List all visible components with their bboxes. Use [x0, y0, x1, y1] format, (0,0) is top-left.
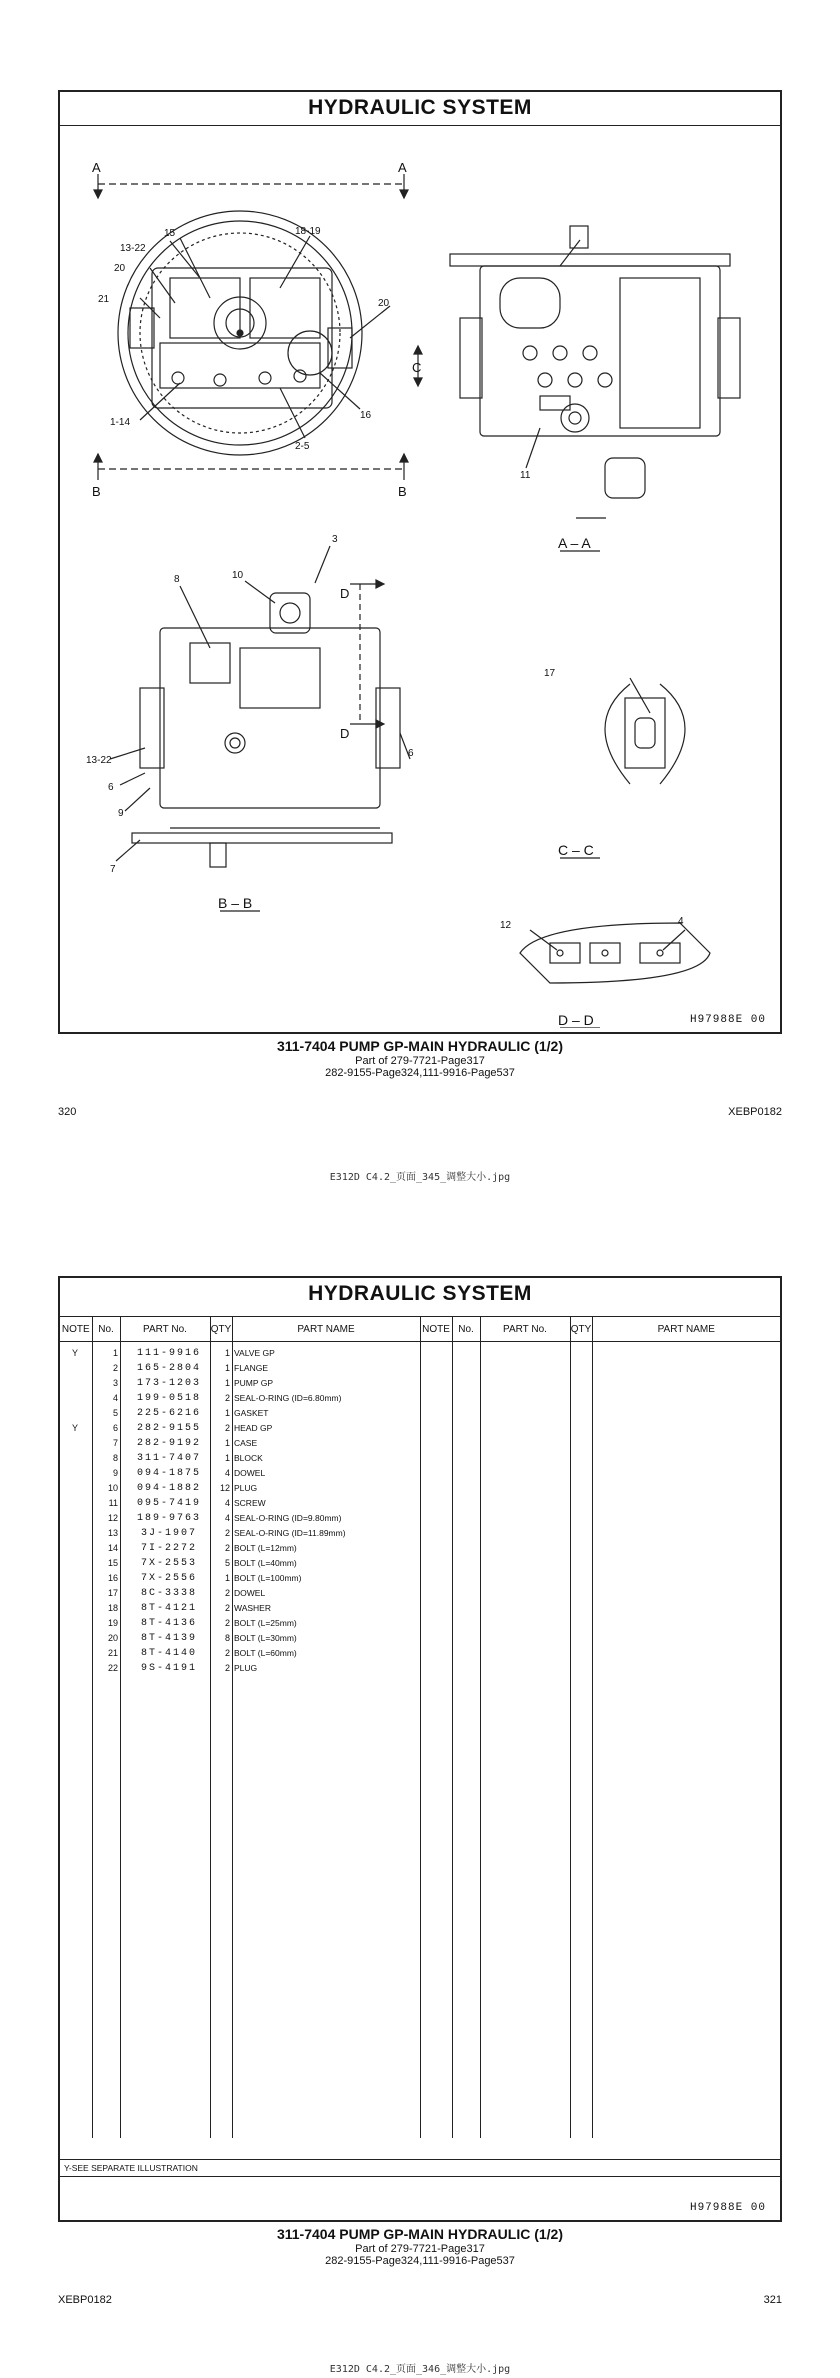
part-number-cell: 165-2804 [136, 1363, 201, 1374]
table-row [60, 1466, 420, 1481]
header-part-no-2: PART No. [480, 1317, 570, 1342]
section-a-left-label: A [92, 160, 101, 175]
item-number-cell: 1 [112, 1348, 118, 1358]
parts-list [60, 1346, 420, 1676]
table-row [60, 1661, 420, 1676]
page-320 [0, 0, 840, 1183]
callout-6-left: 6 [108, 782, 114, 793]
part-name-cell: SEAL-O-RING (ID=9.80mm) [234, 1513, 342, 1523]
callout-18-19: 18-19 [295, 226, 321, 237]
section-a-right-label: A [398, 160, 407, 175]
item-number-cell: 12 [107, 1513, 118, 1523]
part-number-cell: 8T-4136 [140, 1618, 197, 1629]
item-number-cell: 14 [107, 1543, 118, 1553]
doc-code: XEBP0182 [58, 2294, 112, 2306]
caption-title: 311-7404 PUMP GP-MAIN HYDRAULIC (1/2) [276, 1038, 564, 1054]
doc-code: XEBP0182 [728, 1106, 782, 1118]
header-no: No. [92, 1317, 120, 1342]
quantity-cell: 2 [224, 1618, 230, 1628]
parts-list-frame [58, 1276, 782, 2222]
quantity-cell: 4 [224, 1468, 230, 1478]
part-number-cell: 8C-3338 [140, 1588, 197, 1599]
section-b-right-label: B [398, 484, 407, 499]
drawing-code: H97988E 00 [689, 2202, 766, 2214]
callout-6-right: 6 [408, 748, 414, 759]
item-number-cell: 4 [112, 1393, 118, 1403]
callout-17: 17 [544, 668, 556, 679]
part-number-cell: 7X-2553 [140, 1558, 197, 1569]
quantity-cell: 1 [224, 1378, 230, 1388]
item-number-cell: 7 [112, 1438, 118, 1448]
quantity-cell: 2 [224, 1648, 230, 1658]
part-name-cell: FLANGE [234, 1363, 269, 1373]
table-row [60, 1631, 420, 1646]
header-part-name-2: PART NAME [592, 1317, 780, 1342]
quantity-cell: 2 [224, 1663, 230, 1673]
item-number-cell: 3 [112, 1378, 118, 1388]
table-row [60, 1481, 420, 1496]
header-part-name: PART NAME [232, 1317, 420, 1342]
footer-rule [60, 2176, 780, 2177]
part-name-cell: SEAL-O-RING (ID=11.89mm) [234, 1528, 346, 1538]
column-divider [452, 1340, 453, 2138]
table-row [60, 1496, 420, 1511]
callout-10: 10 [232, 570, 244, 581]
part-name-cell: HEAD GP [234, 1423, 273, 1433]
part-name-cell: BLOCK [234, 1453, 263, 1463]
caption-part-of: Part of 279-7721-Page317 [355, 1055, 485, 1067]
parts-table-header [60, 1316, 780, 1342]
callout-8: 8 [174, 574, 180, 585]
caption-title: 311-7404 PUMP GP-MAIN HYDRAULIC (1/2) [276, 2226, 564, 2242]
item-number-cell: 15 [107, 1558, 118, 1568]
table-row [60, 1451, 420, 1466]
title-rule [60, 125, 780, 126]
header-no-2: No. [452, 1317, 480, 1342]
callout-20-left: 20 [114, 263, 126, 274]
quantity-cell: 1 [224, 1408, 230, 1418]
table-row [60, 1586, 420, 1601]
table-row [60, 1526, 420, 1541]
item-number-cell: 21 [107, 1648, 118, 1658]
item-number-cell: 9 [112, 1468, 118, 1478]
item-number-cell: 8 [112, 1453, 118, 1463]
part-number-cell: 095-7419 [136, 1498, 201, 1509]
part-number-cell: 7X-2556 [140, 1573, 197, 1584]
column-divider [592, 1340, 593, 2138]
callout-16: 16 [360, 410, 372, 421]
note-cell: Y [71, 1423, 78, 1433]
callout-12: 12 [500, 920, 512, 931]
callout-13-22: 13-22 [120, 243, 146, 254]
item-number-cell: 20 [107, 1633, 118, 1643]
part-number-cell: 7I-2272 [140, 1543, 197, 1554]
quantity-cell: 4 [224, 1513, 230, 1523]
part-number-cell: 199-0518 [136, 1393, 201, 1404]
quantity-cell: 8 [224, 1633, 230, 1643]
callout-9: 9 [118, 808, 124, 819]
callout-1-14: 1-14 [110, 417, 131, 428]
quantity-cell: 1 [224, 1573, 230, 1583]
drawing-code: H97988E 00 [689, 1014, 766, 1026]
table-row [60, 1436, 420, 1451]
item-number-cell: 5 [112, 1408, 118, 1418]
part-number-cell: 311-7407 [136, 1453, 201, 1464]
part-number-cell: 094-1882 [136, 1483, 201, 1494]
item-number-cell: 10 [107, 1483, 118, 1493]
header-qty-2: QTY [570, 1317, 592, 1342]
part-name-cell: WASHER [234, 1603, 271, 1613]
caption-references: 282-9155-Page324,111-9916-Page537 [325, 1067, 515, 1079]
part-name-cell: PLUG [234, 1663, 258, 1673]
table-row [60, 1361, 420, 1376]
part-name-cell: BOLT (L=12mm) [234, 1543, 297, 1553]
view-label-d-d: D – D [558, 1012, 594, 1028]
part-name-cell: GASKET [234, 1408, 269, 1418]
quantity-cell: 4 [224, 1498, 230, 1508]
quantity-cell: 1 [224, 1438, 230, 1448]
page-title: HYDRAULIC SYSTEM [308, 96, 532, 119]
view-label-a-a: A – A [558, 535, 591, 551]
table-row [60, 1571, 420, 1586]
header-note: NOTE [60, 1317, 92, 1342]
part-name-cell: BOLT (L=40mm) [234, 1558, 297, 1568]
section-d-upper-label: D [340, 586, 350, 601]
part-number-cell: 9S-4191 [140, 1663, 197, 1674]
file-name: E312D C4.2_页面_345_调整大小.jpg [329, 1172, 511, 1183]
part-name-cell: BOLT (L=60mm) [234, 1648, 297, 1658]
part-number-cell: 8T-4121 [140, 1603, 197, 1614]
section-b-left-label: B [92, 484, 101, 499]
callout-7: 7 [110, 864, 116, 875]
quantity-cell: 12 [219, 1483, 230, 1493]
table-row [60, 1511, 420, 1526]
quantity-cell: 5 [224, 1558, 230, 1568]
header-note-2: NOTE [420, 1317, 452, 1342]
part-number-cell: 8T-4139 [140, 1633, 197, 1644]
callout-15: 15 [164, 228, 176, 239]
page-321 [0, 1180, 840, 2378]
quantity-cell: 2 [224, 1393, 230, 1403]
part-name-cell: PLUG [234, 1483, 258, 1493]
part-name-cell: BOLT (L=30mm) [234, 1633, 297, 1643]
table-row [60, 1346, 420, 1361]
item-number-cell: 11 [108, 1498, 118, 1508]
part-name-cell: DOWEL [234, 1588, 266, 1598]
header-part-no: PART No. [120, 1317, 210, 1342]
header-qty: QTY [210, 1317, 232, 1342]
quantity-cell: 1 [224, 1348, 230, 1358]
column-divider [420, 1340, 421, 2138]
callout-4: 4 [678, 916, 684, 927]
item-number-cell: 6 [112, 1423, 118, 1433]
item-number-cell: 22 [107, 1663, 118, 1673]
part-number-cell: 189-9763 [136, 1513, 201, 1524]
caption-references: 282-9155-Page324,111-9916-Page537 [325, 2255, 515, 2267]
exploded-diagram [60, 128, 780, 1028]
caption-part-of: Part of 279-7721-Page317 [355, 2243, 485, 2255]
view-label-b-b: B – B [218, 895, 253, 911]
table-row [60, 1391, 420, 1406]
part-number-cell: 094-1875 [136, 1468, 201, 1479]
note-legend: Y-SEE SEPARATE ILLUSTRATION [60, 2159, 780, 2176]
illustration-frame [58, 90, 782, 1034]
quantity-cell: 2 [224, 1588, 230, 1598]
part-name-cell: BOLT (L=25mm) [234, 1618, 297, 1628]
page-number: 321 [763, 2294, 782, 2306]
callout-2-5: 2-5 [295, 441, 310, 452]
part-name-cell: BOLT (L=100mm) [234, 1573, 302, 1583]
quantity-cell: 2 [224, 1543, 230, 1553]
item-number-cell: 18 [107, 1603, 118, 1613]
callout-13-22-bb: 13-22 [86, 755, 112, 766]
table-row [60, 1406, 420, 1421]
note-cell: Y [71, 1348, 78, 1358]
table-row [60, 1556, 420, 1571]
part-number-cell: 225-6216 [136, 1408, 201, 1419]
table-row [60, 1376, 420, 1391]
part-number-cell: 8T-4140 [140, 1648, 197, 1659]
part-name-cell: VALVE GP [234, 1348, 275, 1358]
view-label-c-c: C – C [558, 842, 594, 858]
column-divider [570, 1340, 571, 2138]
part-number-cell: 173-1203 [136, 1378, 201, 1389]
callout-11: 11 [520, 470, 531, 481]
table-row [60, 1616, 420, 1631]
item-number-cell: 19 [107, 1618, 118, 1628]
part-name-cell: DOWEL [234, 1468, 266, 1478]
item-number-cell: 17 [107, 1588, 118, 1598]
part-name-cell: PUMP GP [234, 1378, 274, 1388]
item-number-cell: 2 [112, 1363, 118, 1373]
item-number-cell: 13 [107, 1528, 118, 1538]
section-c-label: C [412, 360, 422, 375]
quantity-cell: 2 [224, 1528, 230, 1538]
callout-20-right: 20 [378, 298, 390, 309]
part-number-cell: 111-9916 [136, 1348, 201, 1359]
part-number-cell: 282-9192 [136, 1438, 201, 1449]
section-d-lower-label: D [340, 726, 350, 741]
part-name-cell: SCREW [234, 1498, 266, 1508]
table-row [60, 1646, 420, 1661]
item-number-cell: 16 [107, 1573, 118, 1583]
table-row [60, 1601, 420, 1616]
page-number: 320 [58, 1106, 77, 1118]
table-row [60, 1541, 420, 1556]
quantity-cell: 1 [224, 1363, 230, 1373]
callout-21: 21 [98, 294, 110, 305]
quantity-cell: 1 [224, 1453, 230, 1463]
quantity-cell: 2 [224, 1423, 230, 1433]
part-number-cell: 282-9155 [136, 1423, 201, 1434]
quantity-cell: 2 [224, 1603, 230, 1613]
file-name: E312D C4.2_页面_346_调整大小.jpg [329, 2364, 511, 2375]
column-divider [480, 1340, 481, 2138]
parts-list-title: HYDRAULIC SYSTEM [308, 1282, 532, 1305]
table-row [60, 1421, 420, 1436]
part-name-cell: CASE [234, 1438, 258, 1448]
part-name-cell: SEAL-O-RING (ID=6.80mm) [234, 1393, 342, 1403]
part-number-cell: 3J-1907 [140, 1528, 197, 1539]
callout-3: 3 [332, 534, 338, 545]
